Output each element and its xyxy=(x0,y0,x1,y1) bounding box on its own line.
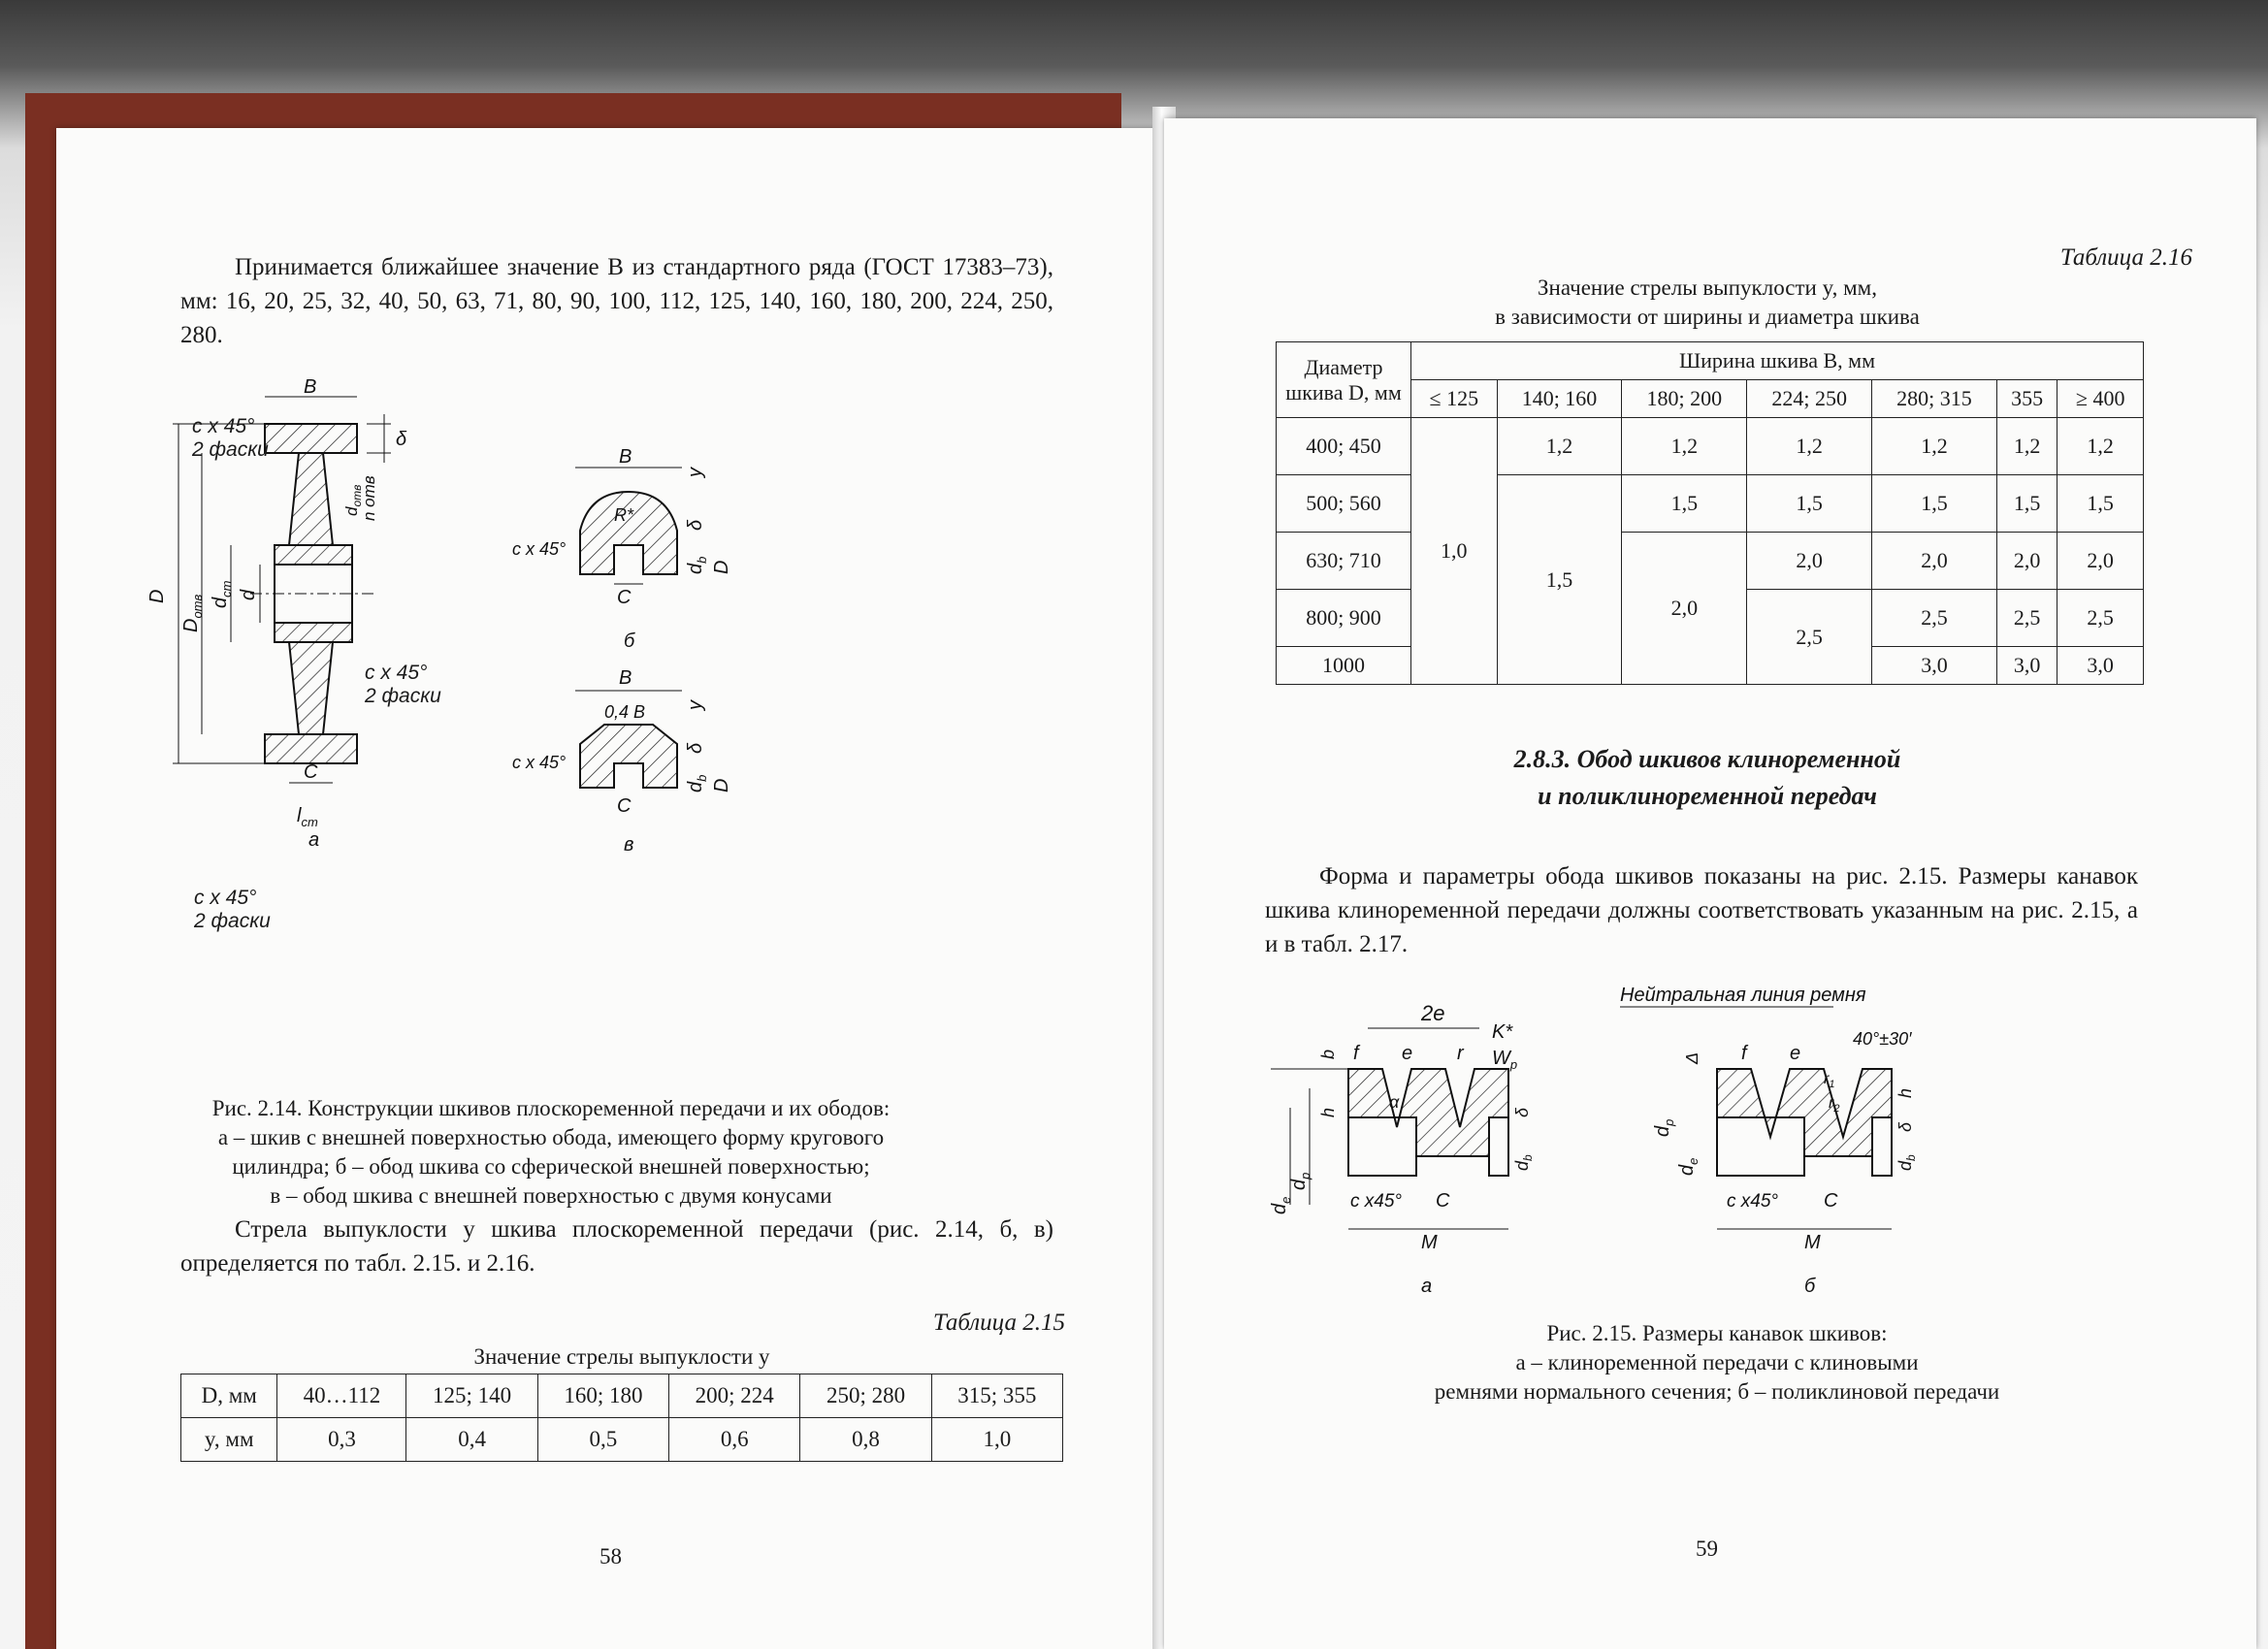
chamfer-label-3 xyxy=(194,887,271,933)
label-b-2-15: б xyxy=(1804,1276,1816,1297)
table-cell: 1,5 xyxy=(1497,475,1622,685)
fig-2-14-caption xyxy=(134,1094,968,1211)
fig-2-15-caption xyxy=(1358,1319,2076,1406)
label-h-b: h xyxy=(1895,1087,1915,1098)
table-cell: 160; 180 xyxy=(537,1374,668,1418)
label-e-b: e xyxy=(1790,1043,1801,1064)
left-paragraph-1: Принимается ближайшее значение B из стандартного ряда (ГОСТ 17383–73), мм: 16, 20, 25, 32, 40, 50, 63, 71, 80, 90, 100, 112, 125, 140, 160, 180, 200, 224, 250, 280. xyxy=(180,254,1053,348)
label-B-v: B xyxy=(619,667,632,689)
label-db-a: $d_b$ xyxy=(1512,1154,1535,1171)
table-cell: 0,3 xyxy=(277,1418,406,1462)
two-chamfers-text: 2 фаски xyxy=(365,685,441,707)
table-cell: ≤ 125 xyxy=(1411,380,1498,418)
section-heading-line: 2.8.3. Обод шкивов клиноременной xyxy=(1513,745,1901,773)
two-chamfers-text: 2 фаски xyxy=(194,910,271,932)
label-C: C xyxy=(304,761,318,783)
label-C-v: C xyxy=(617,795,632,817)
table-cell: 2,5 xyxy=(2057,590,2144,647)
table-cell: 2,0 xyxy=(1622,533,1747,685)
table-cell: 1,5 xyxy=(1872,475,1997,533)
table-cell: 0,5 xyxy=(537,1418,668,1462)
label-db-b2: $d_b$ xyxy=(1895,1154,1918,1171)
table-cell: 180; 200 xyxy=(1622,380,1747,418)
figure-2-15 xyxy=(1242,972,2212,1341)
label-v-letter: в xyxy=(624,834,634,856)
label-dp-a: $d_p$ xyxy=(1288,1172,1312,1190)
table-cell: 40…112 xyxy=(277,1374,406,1418)
section-heading-line: и поликлиноременной передач xyxy=(1538,782,1877,810)
label-D-v: D xyxy=(711,778,732,792)
label-d-otv: $d_{отв}$ xyxy=(342,484,364,516)
label-a-2-15: а xyxy=(1421,1276,1433,1297)
chamfer-text: c x 45° xyxy=(192,415,255,437)
fig-caption-line: а – клиноременной передачи с клиновыми xyxy=(1515,1350,1919,1374)
table-cell: 3,0 xyxy=(1872,647,1997,685)
label-b: b xyxy=(1318,1049,1338,1059)
table-cell: 2,5 xyxy=(1996,590,2057,647)
figure-2-14-v xyxy=(512,657,784,870)
table-cell: 3,0 xyxy=(2057,647,2144,685)
table-cell: 0,4 xyxy=(406,1418,537,1462)
table-cell: 1,0 xyxy=(931,1418,1062,1462)
table-title-line: Значение стрелы выпуклости y, мм, xyxy=(1538,275,1877,300)
label-alpha: α xyxy=(1389,1092,1400,1112)
label-delta-a: δ xyxy=(1512,1107,1532,1117)
label-B-b: B xyxy=(619,446,632,468)
table-row xyxy=(1277,533,2144,590)
label-l-ct: $l_{ст}$ xyxy=(297,805,318,829)
table-cell: 224; 250 xyxy=(1747,380,1872,418)
label-neutral-line: Нейтральная линия ремня xyxy=(1620,985,1866,1006)
label-04B: 0,4 B xyxy=(604,702,646,722)
table-cell: 125; 140 xyxy=(406,1374,537,1418)
table-cell: 1,2 xyxy=(1622,418,1747,475)
table-cell: D, мм xyxy=(181,1374,277,1418)
table-cell: 1,2 xyxy=(1747,418,1872,475)
label-y-v: y xyxy=(685,700,706,710)
table-cell: 1,2 xyxy=(1872,418,1997,475)
table-cell: 1,5 xyxy=(2057,475,2144,533)
fig-caption-title: Рис. 2.15. Размеры канавок шкивов: xyxy=(1546,1321,1888,1345)
label-r1: $r_1$ xyxy=(1824,1071,1835,1090)
table-cell: 1,0 xyxy=(1411,418,1498,685)
chamfer-label-1 xyxy=(192,415,269,462)
page-number-right: 59 xyxy=(1696,1536,1718,1561)
label-de-a: $d_e$ xyxy=(1269,1196,1293,1214)
right-page xyxy=(1164,118,2256,1649)
label-angle: 40°±30′ xyxy=(1853,1029,1912,1049)
label-delta-v: δ xyxy=(685,742,706,754)
label-d-ct: $d_{ст}$ xyxy=(210,580,234,608)
table-cell: 2,0 xyxy=(1872,533,1997,590)
label-M-b: M xyxy=(1804,1232,1821,1253)
table-row xyxy=(1277,418,2144,475)
label-b-letter: б xyxy=(624,630,635,652)
two-chamfers-text: 2 фаски xyxy=(192,438,269,461)
table-header-width: Ширина шкива B, мм xyxy=(1411,342,2144,380)
left-paragraph-2: Стрела выпуклости y шкива плоскоременной передачи (рис. 2.14, б, в) определяется по табл. 2.15. и 2.16. xyxy=(180,1216,1053,1277)
label-db-v: $d_b$ xyxy=(685,774,709,792)
table-cell: 400; 450 xyxy=(1277,418,1411,475)
table-row xyxy=(1277,342,2144,380)
label-B: B xyxy=(304,376,317,398)
fig-caption-line: а – шкив с внешней поверхностью обода, имеющего форму кругового xyxy=(217,1125,885,1149)
label-chamfer-v: c x 45° xyxy=(512,753,567,772)
label-chamfer-b: c x 45° xyxy=(512,539,567,559)
table-cell: 140; 160 xyxy=(1497,380,1622,418)
table-cell: 500; 560 xyxy=(1277,475,1411,533)
table-cell: 1,2 xyxy=(2057,418,2144,475)
label-f: f xyxy=(1353,1043,1359,1064)
label-C-a: C xyxy=(1436,1190,1450,1212)
table-cell: 1,5 xyxy=(1747,475,1872,533)
table-cell: 2,0 xyxy=(1996,533,2057,590)
chamfer-label-2 xyxy=(365,662,441,708)
table-cell: ≥ 400 xyxy=(2057,380,2144,418)
table-row xyxy=(1277,475,2144,533)
label-r: r xyxy=(1457,1043,1464,1064)
table-row xyxy=(181,1374,1063,1418)
table-cell: 1,5 xyxy=(1622,475,1747,533)
label-C-b: C xyxy=(617,587,632,608)
table-cell: 280; 315 xyxy=(1872,380,1997,418)
label-Delta: Δ xyxy=(1682,1051,1701,1064)
table-cell: 2,5 xyxy=(1747,590,1872,685)
chamfer-text: c x 45° xyxy=(365,662,428,684)
table-cell: 630; 710 xyxy=(1277,533,1411,590)
table-cell: 2,0 xyxy=(2057,533,2144,590)
section-heading xyxy=(1276,741,2139,815)
table-cell: y, мм xyxy=(181,1418,277,1462)
label-2e: 2e xyxy=(1421,1001,1445,1025)
label-delta-b2: δ xyxy=(1895,1121,1915,1132)
right-paragraph: Форма и параметры обода шкивов показаны на рис. 2.15. Размеры канавок шкива клиноременной передачи должны соответствовать указанным на рис. 2.15, а и в табл. 2.17. xyxy=(1265,863,2138,957)
label-y: y xyxy=(685,468,706,477)
label-de-b: $d_e$ xyxy=(1676,1157,1701,1176)
table-cell: 250; 280 xyxy=(800,1374,931,1418)
chamfer-text: c x 45° xyxy=(194,887,257,909)
table-2-16 xyxy=(1276,341,2144,685)
label-C-b2: C xyxy=(1824,1190,1838,1212)
table-cell: 2,0 xyxy=(1747,533,1872,590)
figure-2-14-b xyxy=(512,438,784,652)
label-d: d xyxy=(238,589,259,600)
table-cell: 800; 900 xyxy=(1277,590,1411,647)
table-cell: 2,5 xyxy=(1872,590,1997,647)
label-D: D xyxy=(146,589,168,603)
label-a: а xyxy=(308,829,320,851)
label-D-b: D xyxy=(711,560,732,574)
label-db: $d_b$ xyxy=(685,556,709,574)
table-2-15-title: Значение стрелы выпуклости y xyxy=(473,1344,770,1369)
table-cell: 1000 xyxy=(1277,647,1411,685)
table-cell: 0,6 xyxy=(669,1418,800,1462)
label-M-a: M xyxy=(1421,1232,1438,1253)
label-dp-b: $d_p$ xyxy=(1652,1118,1676,1137)
table-2-15 xyxy=(180,1374,1063,1462)
table-2-16-title xyxy=(1276,274,2139,332)
table-2-15-label: Таблица 2.15 xyxy=(932,1310,1065,1336)
label-n-otv: n отв xyxy=(360,475,378,521)
table-cell: 0,8 xyxy=(800,1418,931,1462)
fig-caption-title: Рис. 2.14. Конструкции шкивов плоскоременной передачи и их ободов: xyxy=(211,1096,891,1120)
label-K: K* xyxy=(1492,1021,1513,1043)
table-cell: 1,2 xyxy=(1996,418,2057,475)
label-chamfer-b2: c x45° xyxy=(1727,1191,1779,1212)
table-title-line: в зависимости от ширины и диаметра шкива xyxy=(1495,305,1920,329)
table-cell: 355 xyxy=(1996,380,2057,418)
label-R: R* xyxy=(614,505,634,525)
table-cell: 315; 355 xyxy=(931,1374,1062,1418)
page-number-left: 58 xyxy=(599,1544,622,1568)
label-e: e xyxy=(1402,1043,1413,1064)
table-cell: 1,2 xyxy=(1497,418,1622,475)
label-D-otv: $D_{отв}$ xyxy=(180,594,205,632)
table-cell: 3,0 xyxy=(1996,647,2057,685)
label-r2: $r_2$ xyxy=(1829,1095,1840,1115)
label-f-b: f xyxy=(1741,1043,1747,1064)
fig-caption-line: в – обод шкива с внешней поверхностью с двумя конусами xyxy=(270,1183,832,1208)
left-page xyxy=(56,128,1162,1649)
fig-caption-line: ремнями нормального сечения; б – поликлиновой передачи xyxy=(1434,1379,2000,1404)
label-delta: δ xyxy=(396,429,407,450)
label-chamfer-a: c x45° xyxy=(1350,1191,1403,1212)
label-Wp: $W_p$ xyxy=(1492,1048,1518,1072)
table-header-diameter: Диаметр шкива D, мм xyxy=(1277,342,1411,418)
label-delta-b: δ xyxy=(685,519,706,531)
table-cell: 1,5 xyxy=(1996,475,2057,533)
label-h: h xyxy=(1318,1107,1338,1117)
table-row xyxy=(181,1418,1063,1462)
table-2-16-label: Таблица 2.16 xyxy=(2059,244,2192,271)
fig-caption-line: цилиндра; б – обод шкива со сферической внешней поверхностью; xyxy=(232,1154,870,1179)
table-cell: 200; 224 xyxy=(669,1374,800,1418)
